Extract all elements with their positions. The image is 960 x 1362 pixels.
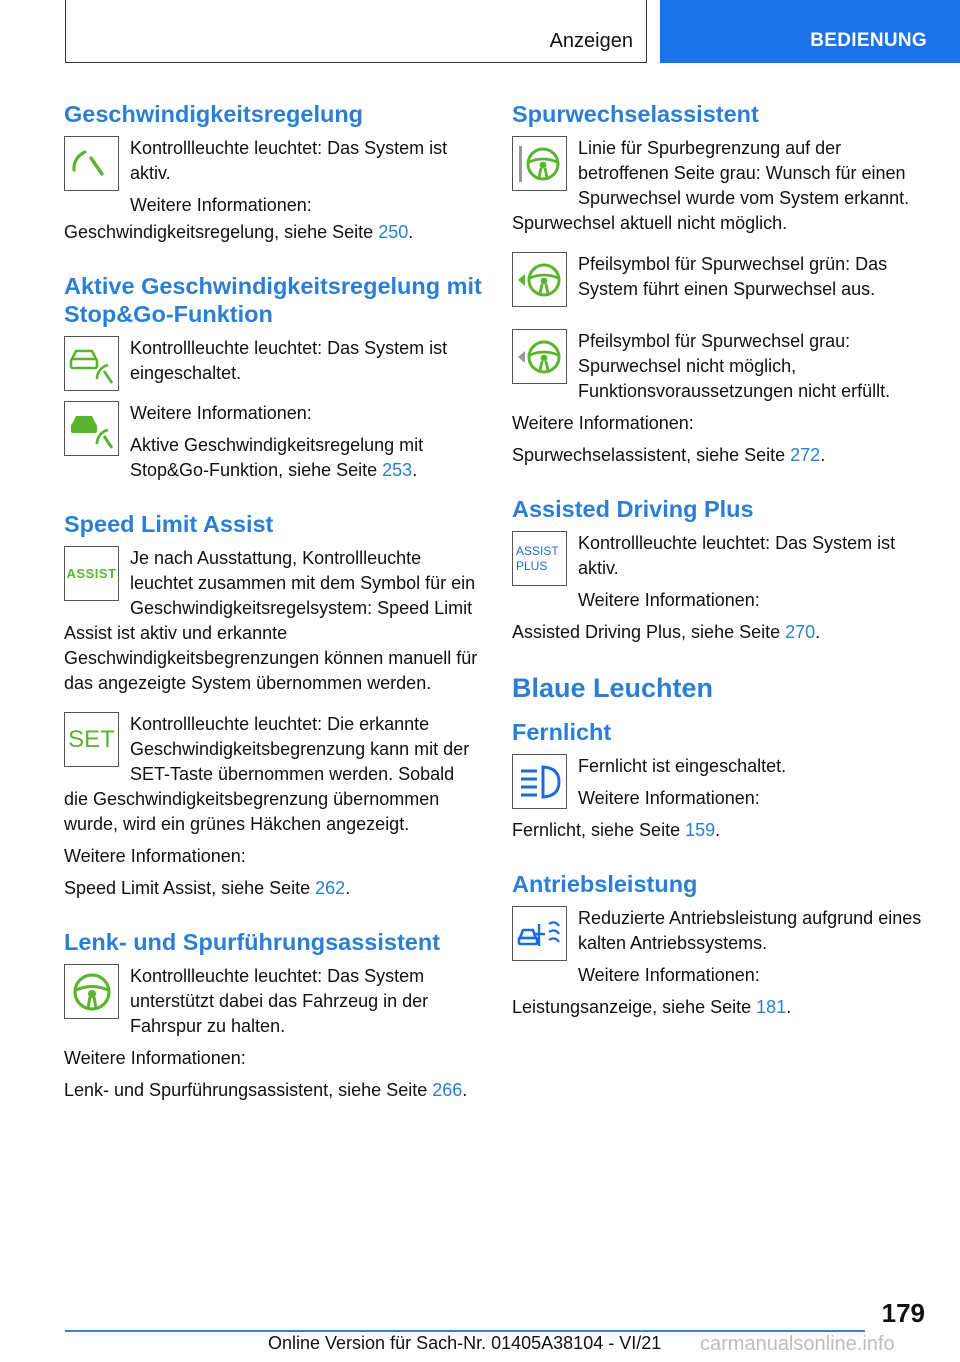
lane-change-line-icon	[512, 136, 567, 191]
paragraph: Kontrollleuchte leuchtet: Das System ist aktiv.	[578, 533, 896, 578]
section-title: Antriebsleistung	[512, 871, 698, 897]
paragraph: Fernlicht, siehe Seite 159.	[512, 820, 721, 840]
paragraph: Weitere Informationen:	[512, 413, 694, 433]
assist-icon-text: ASSIST	[66, 566, 117, 581]
paragraph: Kontrollleuchte leuchtet: Das System ist eingeschaltet.	[130, 338, 448, 383]
header-section-box	[65, 0, 647, 63]
paragraph: Weitere Informationen:	[64, 846, 246, 866]
section-blue-lamps	[512, 672, 932, 843]
paragraph: Weitere Informationen:	[130, 403, 312, 423]
paragraph: Kontrollleuchte leuchtet: Die erkannte Geschwindigkeitsbegrenzung kann mit der SET-Taste übernommen werden. Sobald die Geschwindigkeitsbegrenzung übernommen wurde, wird ein grünes Häkchen angezeigt.	[64, 714, 470, 834]
section-title: Speed Limit Assist	[64, 511, 274, 537]
section-speed-limit-assist	[64, 510, 482, 901]
section-title: Assisted Driving Plus	[512, 496, 754, 522]
section-title: Blaue Leuchten	[512, 673, 714, 703]
paragraph: Weitere Informationen:	[64, 1048, 246, 1068]
section-assisted-driving-plus	[512, 495, 932, 645]
steering-wheel-icon	[64, 964, 119, 1019]
section-drive-power	[512, 870, 932, 1020]
high-beam-icon	[512, 754, 567, 809]
header-chapter-label: BEDIENUNG	[810, 30, 927, 51]
paragraph: Weitere Informationen:	[130, 195, 312, 215]
paragraph: Reduzierte Antriebsleistung aufgrund eines kalten Antriebssystems.	[578, 908, 922, 953]
paragraph: Kontrollleuchte leuchtet: Das System unterstützt dabei das Fahrzeug in der Fahrspur zu halten.	[130, 966, 429, 1036]
footer-text: Online Version für Sach-Nr. 01405A38104 - VI/21	[268, 1333, 662, 1353]
assist-plus-icon-line2: PLUS	[516, 558, 548, 573]
assist-plus-icon	[512, 531, 567, 586]
paragraph: Assisted Driving Plus, siehe Seite 270.	[512, 622, 821, 642]
set-icon	[64, 712, 119, 767]
set-icon-text: SET	[68, 725, 115, 753]
paragraph: Lenk- und Spurführungsassistent, siehe Seite 266.	[64, 1080, 468, 1100]
cruise-control-icon	[64, 136, 119, 191]
paragraph: Je nach Ausstattung, Kontrollleuchte leuchtet zusammen mit dem Symbol für ein Geschwindigkeitsregelsystem: Speed Limit Assist ist aktiv und erkannte Geschwindigkeitsbegrenzungen können manuell für das angezeigte System übernommen werden.	[64, 548, 478, 693]
section-lane-keeping	[64, 928, 482, 1103]
assist-icon	[64, 546, 119, 601]
page-number: 179	[881, 1298, 925, 1328]
paragraph: Leistungsanzeige, siehe Seite 181.	[512, 997, 792, 1017]
right-column	[512, 100, 932, 1020]
page-link[interactable]: 181	[756, 997, 787, 1017]
paragraph: Pfeilsymbol für Spurwechsel grün: Das System führt einen Spurwechsel aus.	[578, 254, 888, 299]
page-link[interactable]: 272	[790, 445, 821, 465]
acc-filled-icon	[64, 401, 119, 456]
assist-plus-icon-line1: ASSIST	[516, 543, 559, 558]
paragraph: Weitere Informationen:	[578, 788, 760, 808]
watermark: carmanualsonline.info	[700, 1333, 895, 1355]
subsection-title: Fernlicht	[512, 719, 612, 745]
paragraph: Weitere Informationen:	[578, 590, 760, 610]
section-title: Spurwechselassistent	[512, 101, 759, 127]
section-cruise-control	[64, 100, 482, 245]
header-section-label: Anzeigen	[549, 30, 633, 52]
header-chapter-tab	[660, 0, 960, 63]
paragraph: Spurwechselassistent, siehe Seite 272.	[512, 445, 826, 465]
section-lane-change	[512, 100, 932, 468]
paragraph: Linie für Spurbegrenzung auf der betroffenen Seite grau: Wunsch für einen Spurwechsel wurde vom System erkannt. Spurwechsel aktuell nicht möglich.	[512, 138, 910, 233]
acc-outline-icon	[64, 336, 119, 391]
reduced-power-icon	[512, 906, 567, 961]
section-title: Aktive Geschwindigkeitsregelung mit Stop&Go-Funktion	[64, 273, 482, 327]
page-link[interactable]: 266	[432, 1080, 463, 1100]
paragraph: Kontrollleuchte leuchtet: Das System ist aktiv.	[130, 138, 448, 183]
paragraph: Aktive Geschwindigkeitsregelung mit Stop&Go-Funktion, siehe Seite 253.	[130, 435, 424, 480]
section-title: Lenk- und Spurführungsassistent	[64, 929, 441, 955]
page-link[interactable]: 250	[378, 222, 409, 242]
page-link[interactable]: 270	[785, 622, 816, 642]
lane-change-arrow-grey-icon	[512, 329, 567, 384]
section-title: Geschwindigkeitsregelung	[64, 101, 364, 127]
lane-change-arrow-green-icon	[512, 252, 567, 307]
page-link[interactable]: 262	[315, 878, 346, 898]
paragraph: Fernlicht ist eingeschaltet.	[578, 756, 787, 776]
paragraph: Weitere Informationen:	[578, 965, 760, 985]
footer-divider	[65, 1330, 865, 1332]
page-link[interactable]: 253	[382, 460, 413, 480]
left-column	[64, 100, 482, 1103]
paragraph: Speed Limit Assist, siehe Seite 262.	[64, 878, 351, 898]
section-acc	[64, 272, 482, 483]
paragraph: Pfeilsymbol für Spurwechsel grau: Spurwechsel nicht möglich, Funktionsvoraussetzungen nicht erfüllt.	[578, 331, 891, 401]
paragraph: Geschwindigkeitsregelung, siehe Seite 250.	[64, 222, 414, 242]
page-link[interactable]: 159	[685, 820, 716, 840]
